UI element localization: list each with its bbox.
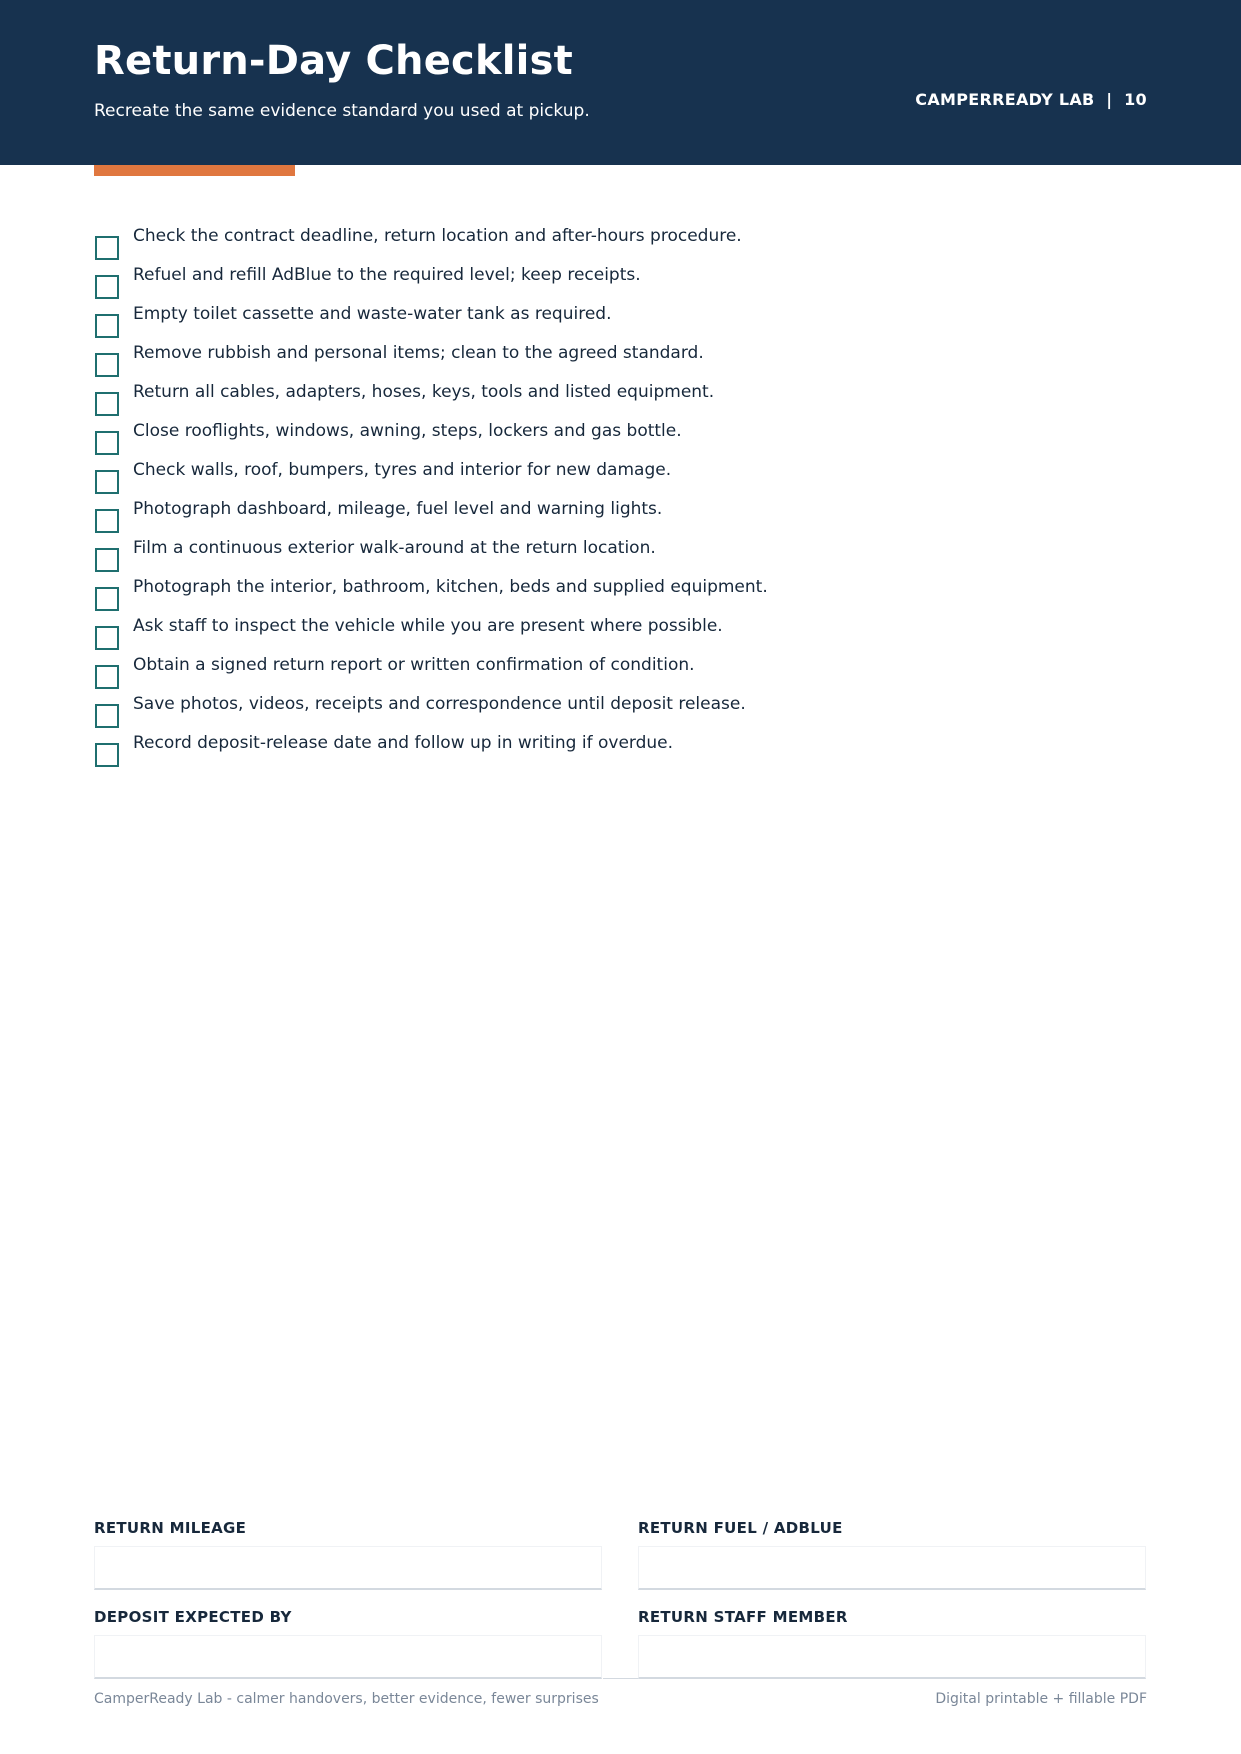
checkbox[interactable]	[95, 431, 119, 455]
checklist-item-text: Ask staff to inspect the vehicle while you are present where possible.	[133, 616, 723, 636]
checkbox[interactable]	[95, 665, 119, 689]
checkbox[interactable]	[95, 743, 119, 767]
checklist-item-text: Empty toilet cassette and waste-water tank as required.	[133, 304, 612, 324]
return-mileage-label: RETURN MILEAGE	[94, 1519, 247, 1537]
checklist-item-text: Record deposit-release date and follow up in writing if overdue.	[133, 733, 674, 753]
checklist-item-text: Photograph dashboard, mileage, fuel level and warning lights.	[133, 499, 663, 519]
checkbox[interactable]	[95, 626, 119, 650]
checklist-item	[94, 498, 1144, 537]
checklist-item-text: Obtain a signed return report or written confirmation of condition.	[133, 655, 695, 675]
return-staff-field[interactable]	[638, 1635, 1146, 1679]
page-subtitle: Recreate the same evidence standard you used at pickup.	[94, 101, 590, 121]
checklist-item	[94, 459, 1144, 498]
checklist-item-text: Refuel and refill AdBlue to the required level; keep receipts.	[133, 265, 641, 285]
deposit-expected-label: DEPOSIT EXPECTED BY	[94, 1608, 292, 1626]
checklist-item-text: Photograph the interior, bathroom, kitchen, beds and supplied equipment.	[133, 577, 768, 597]
page-title: Return-Day Checklist	[94, 38, 573, 84]
checkbox[interactable]	[95, 704, 119, 728]
checkbox[interactable]	[95, 470, 119, 494]
checklist-item-text: Save photos, videos, receipts and correspondence until deposit release.	[133, 694, 746, 714]
header-banner	[0, 0, 1241, 165]
checklist-item-text: Return all cables, adapters, hoses, keys, tools and listed equipment.	[133, 382, 715, 402]
checklist-item	[94, 381, 1144, 420]
checklist-item-text: Close rooflights, windows, awning, steps, lockers and gas bottle.	[133, 421, 682, 441]
return-staff-label: RETURN STAFF MEMBER	[638, 1608, 848, 1626]
checklist-item	[94, 576, 1144, 615]
checklist-item	[94, 342, 1144, 381]
checkbox[interactable]	[95, 275, 119, 299]
return-fuel-field[interactable]	[638, 1546, 1146, 1590]
checklist-item	[94, 303, 1144, 342]
return-checklist	[94, 225, 1144, 771]
checklist-item	[94, 225, 1144, 264]
checklist-item	[94, 732, 1144, 771]
return-fuel-label: RETURN FUEL / ADBLUE	[638, 1519, 843, 1537]
checkbox[interactable]	[95, 392, 119, 416]
accent-bar	[94, 165, 295, 176]
checkbox[interactable]	[95, 353, 119, 377]
checkbox[interactable]	[95, 509, 119, 533]
checkbox[interactable]	[95, 236, 119, 260]
checklist-item	[94, 537, 1144, 576]
deposit-expected-field[interactable]	[94, 1635, 602, 1679]
checklist-item-text: Remove rubbish and personal items; clean to the agreed standard.	[133, 343, 704, 363]
return-mileage-field[interactable]	[94, 1546, 602, 1590]
checklist-item	[94, 615, 1144, 654]
checklist-item	[94, 264, 1144, 303]
checklist-item	[94, 654, 1144, 693]
checklist-item-text: Check the contract deadline, return location and after-hours procedure.	[133, 226, 742, 246]
checklist-item-text: Film a continuous exterior walk-around at the return location.	[133, 538, 656, 558]
checkbox[interactable]	[95, 587, 119, 611]
checkbox[interactable]	[95, 548, 119, 572]
brand-page-number: CAMPERREADY LAB | 10	[915, 90, 1147, 109]
footer-tagline: CamperReady Lab - calmer handovers, better evidence, fewer surprises	[94, 1691, 599, 1707]
checklist-item-text: Check walls, roof, bumpers, tyres and interior for new damage.	[133, 460, 672, 480]
checklist-item	[94, 693, 1144, 732]
field-divider	[603, 1678, 638, 1679]
footer-format-note: Digital printable + fillable PDF	[935, 1691, 1147, 1707]
checkbox[interactable]	[95, 314, 119, 338]
checklist-item	[94, 420, 1144, 459]
